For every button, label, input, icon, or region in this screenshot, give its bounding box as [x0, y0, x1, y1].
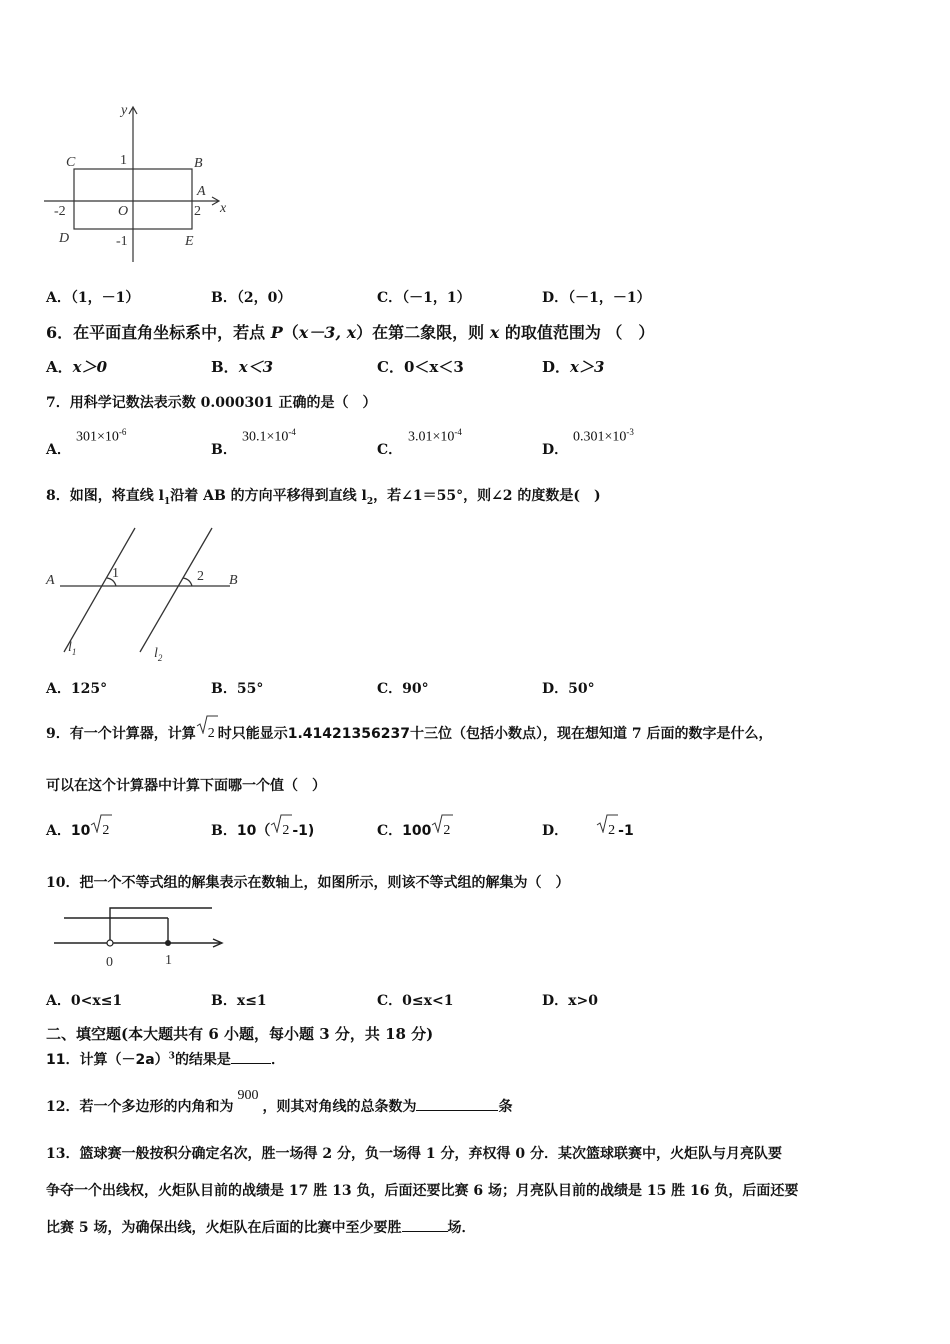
q7-option-b-value: $30.1\times 10^{-4}$ [242, 427, 296, 445]
q13-line1: 13．篮球赛一般按积分确定名次，胜一场得 2 分，负一场得 1 分，弃权得 0 分．某次篮球联赛中，火炬队与月亮队要 [46, 1146, 782, 1162]
line-l1 [64, 528, 135, 652]
sqrt-symbol: 2 [596, 813, 618, 833]
q5-option-a: A．（1，－1） [46, 290, 140, 306]
label-l1: $l_1$ [68, 640, 77, 657]
q6-option-c: C．0＜x＜3 [377, 358, 464, 376]
q8-option-b: B．55° [211, 681, 264, 697]
label-x: x [220, 201, 227, 216]
q7-option-c-value: $3.01\times 10^{-4}$ [408, 427, 462, 445]
label-zero: 0 [106, 955, 113, 970]
q10-stem: 10．把一个不等式组的解集表示在数轴上，如图所示，则该不等式组的解集为（ ） [46, 875, 570, 891]
label-one: 1 [120, 153, 127, 168]
sqrt-symbol: 2 [431, 813, 453, 833]
q9-stem-line1: 9．有一个计算器，计算 2 时只能显示1.41421356237十三位（包括小数点），现在想知道 7 后面的数字是什么， [46, 714, 772, 754]
q8-option-a: A．125° [46, 681, 108, 697]
sqrt-symbol: 2 [270, 813, 292, 833]
label-o: O [118, 204, 129, 219]
point-one [165, 940, 171, 946]
q10-option-c: C．0≤x<1 [377, 993, 454, 1009]
q8-option-c: C．90° [377, 681, 429, 697]
q9-option-d: D． 2 -1 [542, 813, 634, 849]
q7-option-d-value: $0.301\times 10^{-3}$ [573, 427, 634, 445]
q7-option-b-letter: B． [211, 442, 237, 458]
angle-2-arc [183, 578, 192, 586]
label-d: D [59, 231, 70, 246]
label-one: 1 [165, 953, 172, 968]
label-angle-1: 1 [112, 566, 119, 581]
label-a: A [197, 184, 206, 199]
q9-stem-line2: 可以在这个计算器中计算下面哪一个值（ ） [46, 778, 326, 794]
label-angle-2: 2 [197, 569, 204, 584]
q6-stem: 6．在平面直角坐标系中，若点 P（x－3, x）在第二象限，则 x 的取值范围为 （ ） [46, 323, 655, 342]
q10-option-a: A．0<x≤1 [46, 993, 123, 1009]
label-e: E [185, 234, 194, 249]
q5-coordinate-figure [40, 100, 230, 265]
q6-option-a: A．x＞0 [46, 358, 108, 376]
q12-answer-blank[interactable] [416, 1109, 498, 1111]
q12-stem: 12．若一个多边形的内角和为900，则其对角线的总条数为 条 [46, 1088, 513, 1115]
sqrt-symbol: 2 [196, 714, 218, 734]
q7-option-d-letter: D． [542, 442, 569, 458]
point-zero [107, 940, 113, 946]
q6-option-d: D．x＞3 [542, 358, 605, 376]
q10-option-d: D．x>0 [542, 993, 598, 1009]
label-a: A [46, 573, 55, 588]
label-b: B [194, 156, 203, 171]
q6-option-b: B．x＜3 [211, 358, 274, 376]
q10-option-b: B．x≤1 [211, 993, 267, 1009]
q8-stem: 8．如图，将直线 $l_1$沿着 AB 的方向平移得到直线 $l_2$，若∠1＝55°，则∠2 的度数是( ) [46, 488, 601, 507]
q8-option-d: D．50° [542, 681, 595, 697]
q7-option-c-letter: C． [377, 442, 403, 458]
q9-option-a: A．10 2 [46, 813, 112, 849]
q11-answer-blank[interactable] [231, 1062, 271, 1064]
line-l2 [140, 528, 212, 652]
sqrt-symbol: 2 [90, 813, 112, 833]
q8-parallel-lines-figure [40, 520, 250, 665]
q10-number-line-figure [50, 898, 230, 973]
q7-stem: 7．用科学记数法表示数 0.000301 正确的是（ ） [46, 395, 377, 411]
q5-option-d: D．（－1，－1） [542, 290, 651, 306]
label-neg-one: -1 [116, 234, 128, 249]
q13-line2: 争夺一个出线权，火炬队目前的战绩是 17 胜 13 负，后面还要比赛 6 场；月亮队目前的战绩是 15 胜 16 负，后面还要 [46, 1183, 799, 1199]
q9-option-c: C．100 2 [377, 813, 453, 849]
label-neg-two: -2 [54, 204, 66, 219]
section-2-title: 二、填空题(本大题共有 6 小题，每小题 3 分，共 18 分) [46, 1025, 434, 1043]
q5-option-b: B．（2，0） [211, 290, 292, 306]
q5-option-c: C．（－1，1） [377, 290, 471, 306]
label-y: y [121, 103, 128, 118]
q9-option-b: B．10（ 2 -1) [211, 813, 314, 849]
q7-option-a-value: $301\times 10^{-6}$ [76, 427, 127, 445]
label-two: 2 [194, 204, 201, 219]
q11-stem: 11．计算$(-2a)^3$的结果是 ． [46, 1051, 285, 1068]
label-b: B [229, 573, 238, 588]
ray-from-zero [110, 908, 212, 943]
label-l2: $l_2$ [154, 646, 163, 663]
q13-line3: 比赛 5 场，为确保出线，火炬队在后面的比赛中至少要胜 场． [46, 1220, 476, 1236]
q13-answer-blank[interactable] [402, 1230, 448, 1232]
q7-option-a-letter: A． [46, 442, 71, 458]
label-c: C [66, 155, 76, 170]
